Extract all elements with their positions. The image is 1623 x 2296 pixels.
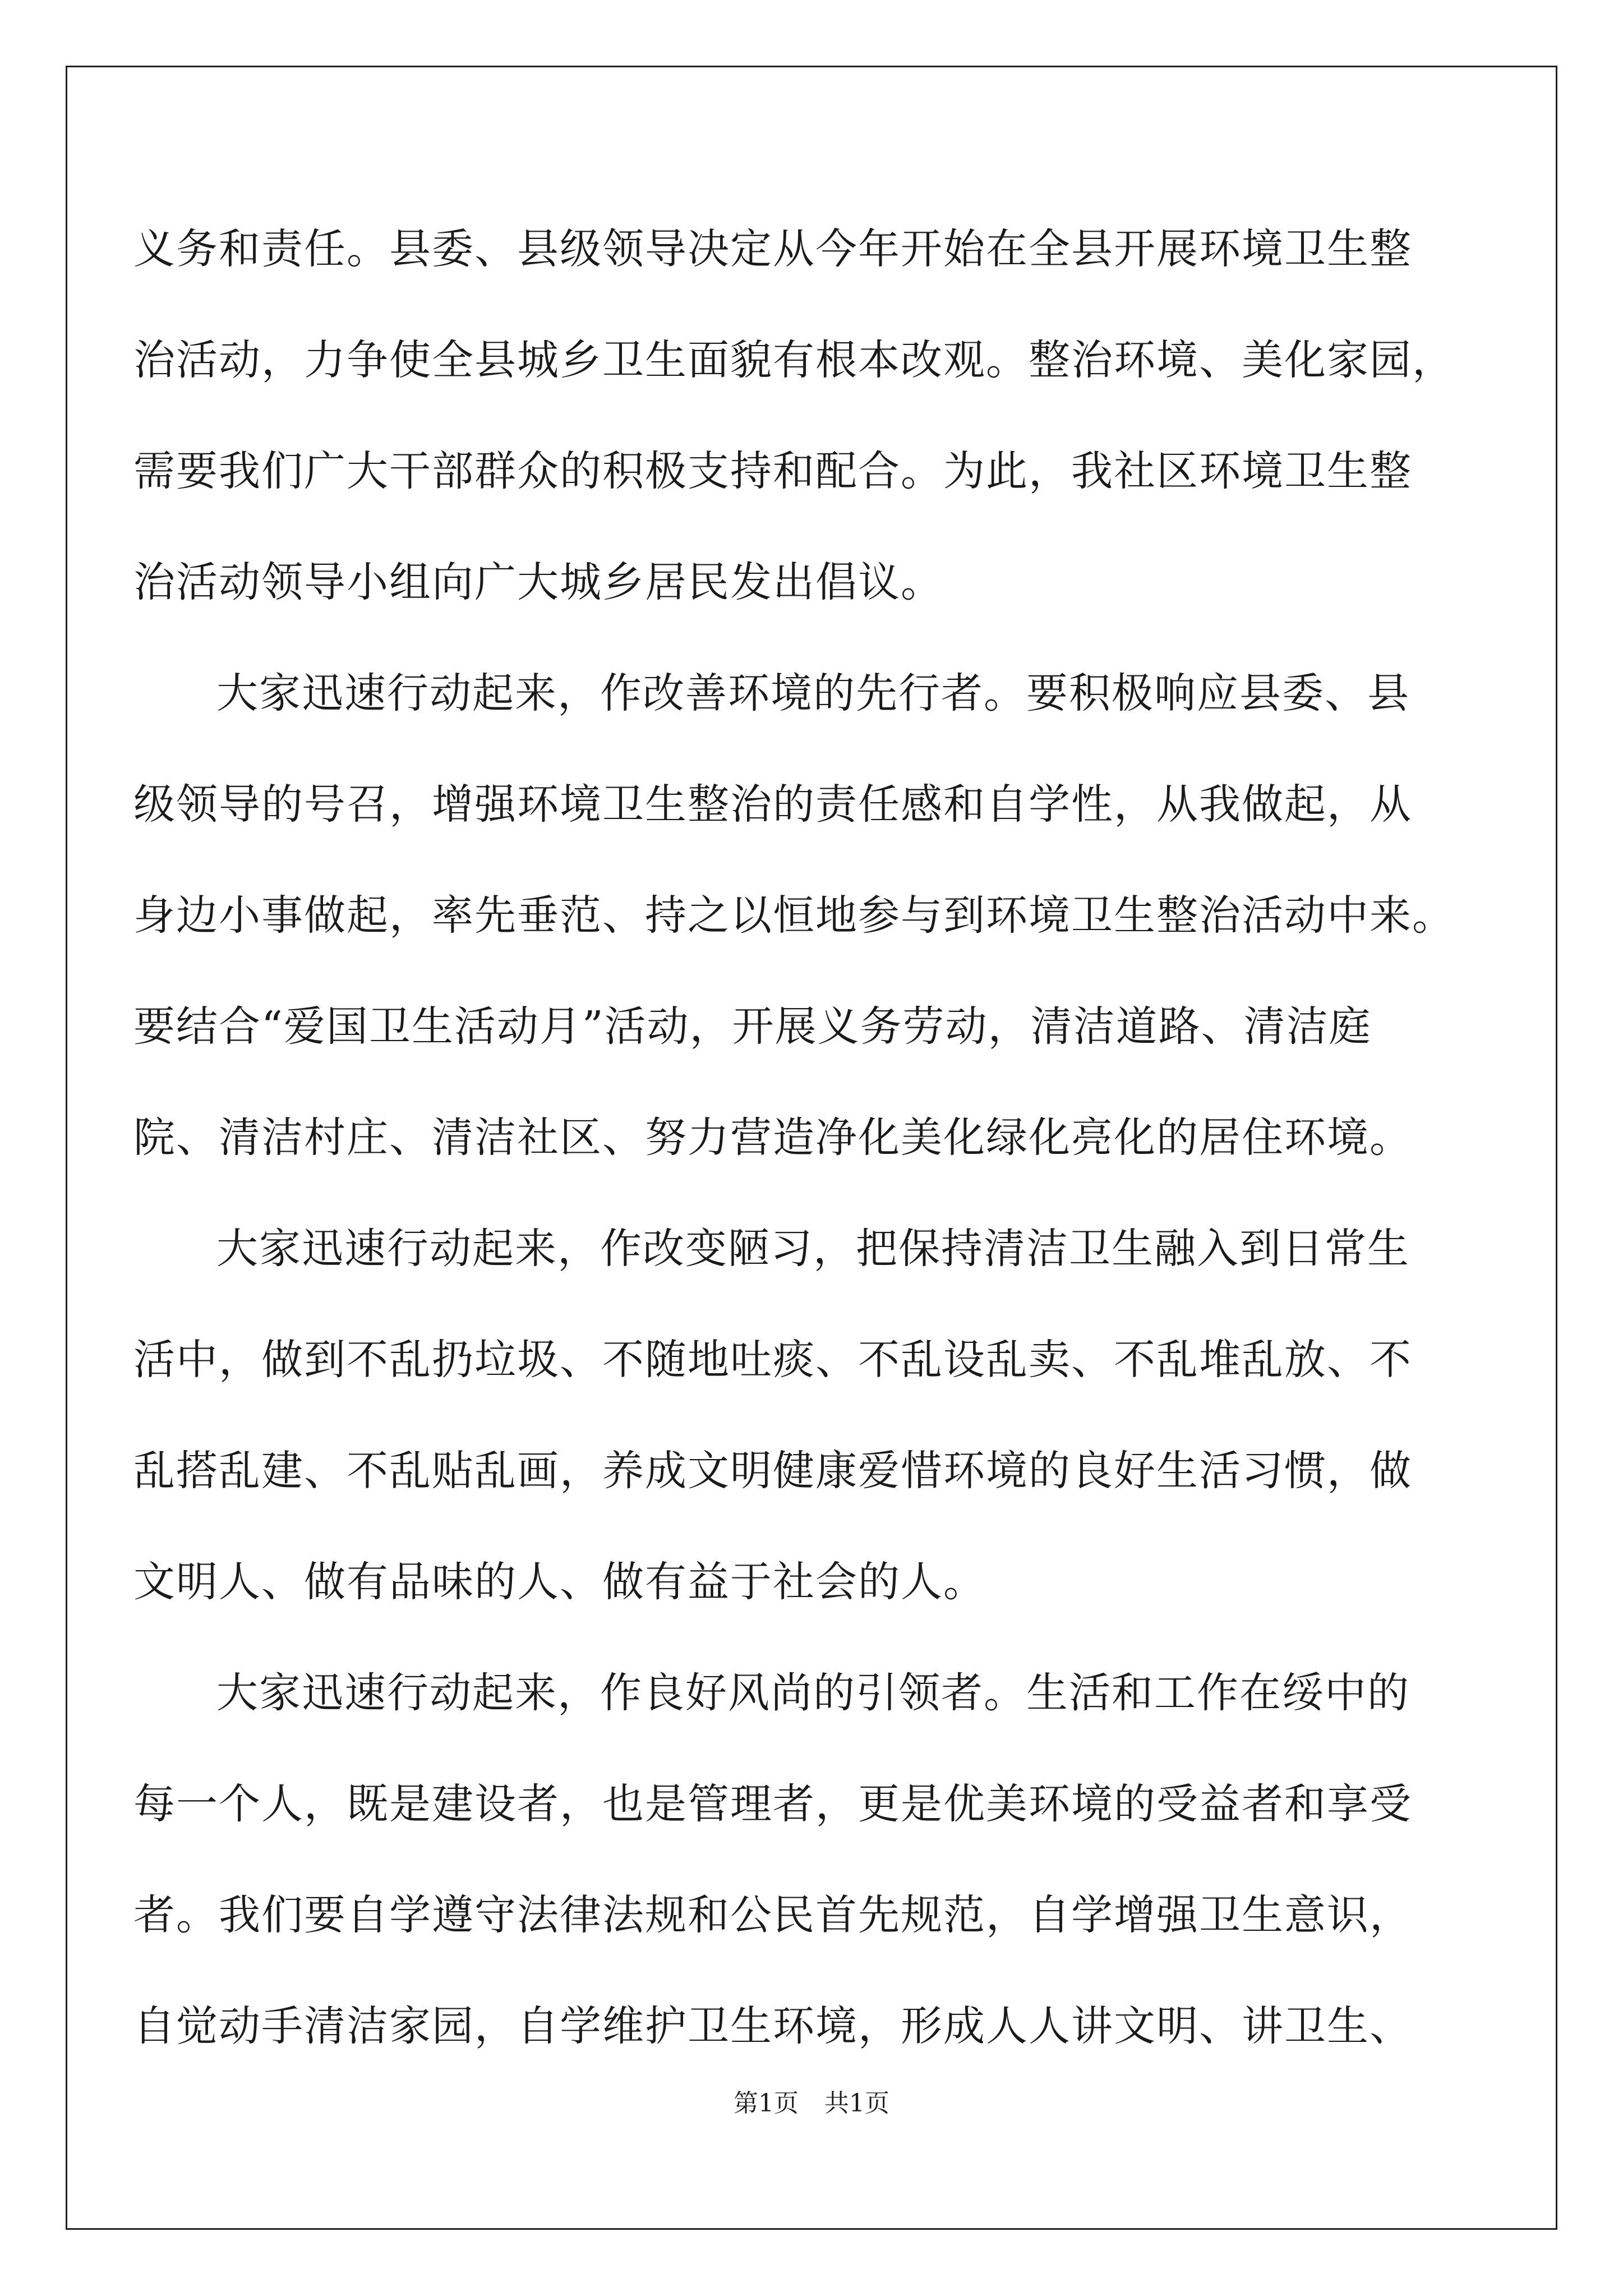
text-line: 活中，做到不乱扔垃圾、不随地吐痰、不乱设乱卖、不乱堆乱放、不 — [133, 1336, 1412, 1384]
text-line: 要结合“爱国卫生活动月”活动，开展义务劳动，清洁道路、清洁庭 — [133, 1002, 1372, 1051]
text-line: 院、清洁村庄、清洁社区、努力营造净化美化绿化亮化的居住环境。 — [133, 1114, 1412, 1162]
page-total: 共1页 — [824, 2089, 889, 2118]
text-line: 文明人、做有品味的人、做有益于社会的人。 — [133, 1558, 986, 1606]
text-line: 自觉动手清洁家园，自学维护卫生环境，形成人人讲文明、讲卫生、 — [133, 2002, 1412, 2050]
page-footer — [0, 2087, 1623, 2120]
page-number: 第1页 — [734, 2089, 799, 2118]
text-line: 义务和责任。县委、县级领导决定从今年开始在全县开展环境卫生整 — [133, 225, 1412, 273]
text-line: 者。我们要自学遵守法律法规和公民首先规范，自学增强卫生意识， — [133, 1891, 1412, 1939]
text-line: 乱搭乱建、不乱贴乱画，养成文明健康爱惜环境的良好生活习惯，做 — [133, 1447, 1412, 1495]
text-line: 身边小事做起，率先垂范、持之以恒地参与到环境卫生整治活动中来。 — [133, 891, 1455, 940]
paragraph-first-line: 大家迅速行动起来，作良好风尚的引领者。生活和工作在绥中的 — [216, 1669, 1410, 1717]
text-line: 治活动领导小组向广大城乡居民发出倡议。 — [133, 558, 943, 606]
text-line: 每一个人，既是建设者，也是管理者，更是优美环境的受益者和享受 — [133, 1780, 1412, 1828]
text-line: 级领导的号召，增强环境卫生整治的责任感和自学性，从我做起，从 — [133, 780, 1412, 829]
paragraph-first-line: 大家迅速行动起来，作改善环境的先行者。要积极响应县委、县 — [216, 669, 1410, 717]
paragraph-first-line: 大家迅速行动起来，作改变陋习，把保持清洁卫生融入到日常生 — [216, 1225, 1410, 1273]
text-line: 需要我们广大干部群众的积极支持和配合。为此，我社区环境卫生整 — [133, 447, 1412, 495]
text-line: 治活动，力争使全县城乡卫生面貌有根本改观。整治环境、美化家园， — [133, 336, 1455, 384]
